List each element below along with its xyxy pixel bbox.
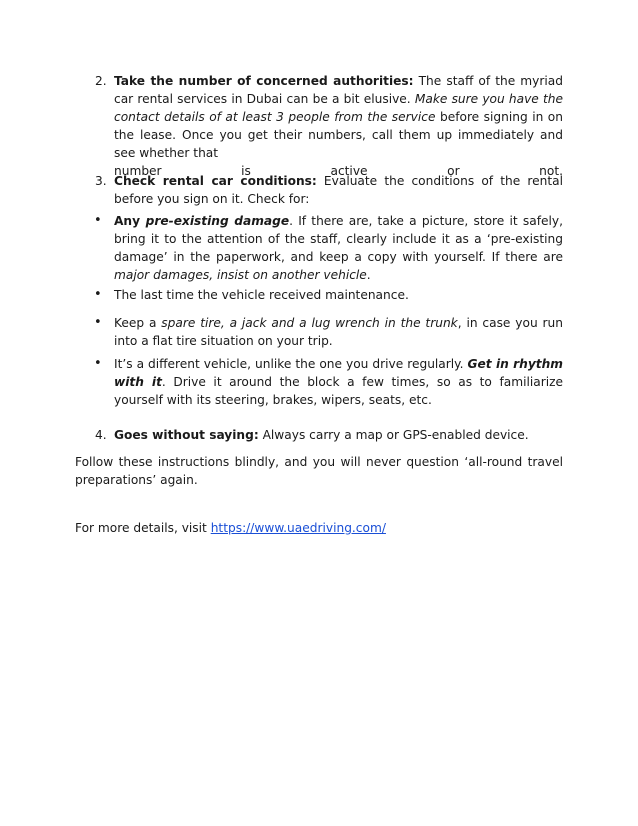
word: active [330,164,368,178]
details-prefix: For more details, visit [75,521,211,535]
item-heading: Check rental car conditions: [114,174,317,188]
bullet-italic-text: major damages, insist on another vehicle [114,268,367,282]
word: or [447,164,460,178]
item-text: before signing in on the lease. Once you get their numbers, call them up immediately and see whether that [114,110,563,160]
closing-paragraph: Follow these instructions blindly, and you will never question ‘all-round travel preparations’ again. [75,455,563,487]
bullet-icon: • [94,356,102,371]
list-number-3: 3. [95,174,107,188]
bullet-text: It’s a different vehicle, unlike the one you drive regularly. [114,357,468,371]
item-heading: Goes without saying: [114,428,259,442]
word: is [241,164,251,178]
details-line [75,519,563,537]
item-heading: Take the number of concerned authorities: [114,74,414,88]
item-italic-text: Make sure you have the contact details of at least 3 people from the service [114,92,563,124]
bullet-item-damage [114,212,563,284]
item-text: The staff of the myriad car rental services in Dubai can be a bit elusive. [114,74,563,106]
item-text: Always carry a map or GPS-enabled device. [258,428,529,442]
bullet-item-spare-tire [114,314,563,350]
bullet-bold-italic-text: Get in rhythm with it [114,357,563,389]
list-number-2: 2. [95,74,107,88]
bullet-text: . Drive it around the block a few times, so as to familiarize yourself with its steering, brakes, wipers, seats, etc. [114,375,564,407]
bullet-text: . [366,268,371,282]
word: not. [539,164,563,178]
bullet-text: , in case you run into a flat tire situation on your trip. [114,316,563,348]
bullet-bold-italic-text: pre-existing damage [145,214,290,228]
list-item-conditions [114,172,563,208]
item-text: Evaluate the conditions of the rental before you sign on it. Check for: [114,174,563,206]
list-item-authorities [114,72,563,180]
list-number-4: 4. [95,428,107,442]
bullet-item-maintenance [114,286,563,304]
word: number [114,164,162,178]
bullet-item-rhythm [114,355,563,409]
bullet-icon: • [94,287,102,302]
bullet-text: Keep a [114,316,162,330]
bullet-bold-text: Any [114,214,146,228]
bullet-text: The last time the vehicle received maintenance. [114,288,409,302]
bullet-italic-text: spare tire, a jack and a lug wrench in the trunk [161,316,458,330]
bullet-icon: • [94,315,102,330]
bullet-text: . If there are, take a picture, store it safely, bring it to the attention of the staff, clearly include it as a ‘pre-existing damage’ in the paperwork, and keep a copy with yourself. If there are [114,214,563,264]
list-item-map [114,426,563,444]
website-link[interactable]: https://www.uaedriving.com/ [210,521,386,535]
bullet-icon: • [94,213,102,228]
